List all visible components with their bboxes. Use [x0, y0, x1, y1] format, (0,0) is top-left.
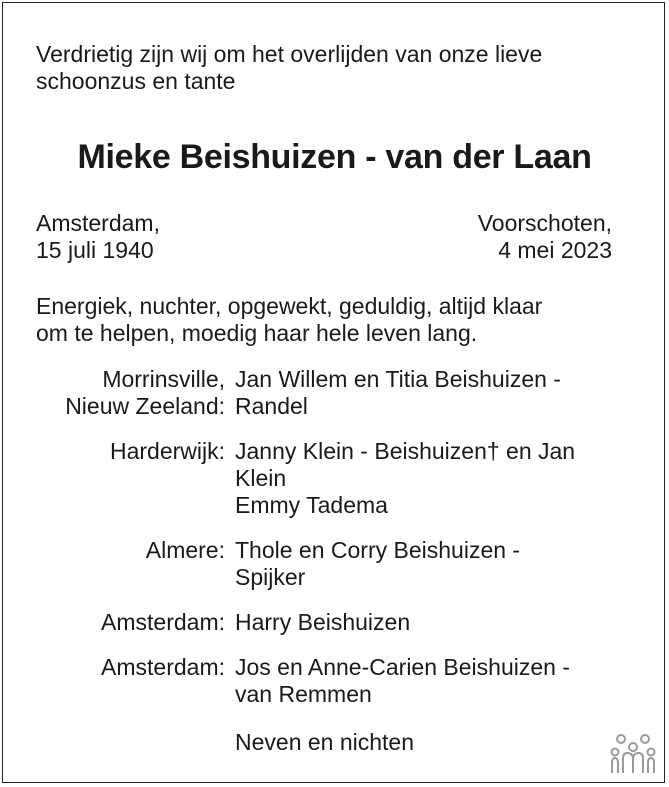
death-notice-card [2, 2, 665, 783]
family-place-line: Almere: [145, 537, 225, 563]
family-place [3, 609, 225, 636]
family-name-line: Jan Willem en Titia Beishuizen - [235, 366, 561, 392]
family-names [235, 609, 635, 636]
birth-place: Amsterdam, [36, 210, 160, 236]
family-list [3, 366, 666, 726]
family-name-line: van Remmen [235, 681, 372, 707]
family-name-line: Harry Beishuizen [235, 609, 411, 635]
birth-date: 15 juli 1940 [36, 237, 154, 263]
family-entry [3, 609, 666, 636]
family-entry [3, 654, 666, 708]
family-name-line: Thole en Corry Beishuizen - [235, 537, 521, 563]
family-entry [3, 537, 666, 591]
intro-text [36, 41, 636, 95]
family-place-line: Amsterdam: [101, 654, 225, 680]
family-names [235, 366, 635, 420]
family-names [235, 537, 635, 591]
death-info [478, 210, 612, 264]
family-place-line: Morrinsville, [102, 366, 225, 392]
family-names [235, 654, 635, 708]
closing-line: Neven en nichten [235, 729, 415, 755]
family-place [3, 366, 225, 420]
family-name-line: Spijker [235, 564, 306, 590]
family-name-line: Randel [235, 393, 308, 419]
family-place-line: Nieuw Zeeland: [65, 393, 225, 419]
family-name-line: Emmy Tadema [235, 492, 388, 518]
family-place [3, 537, 225, 591]
intro-line-1: Verdrietig zijn wij om het overlijden van onze lieve [36, 41, 543, 67]
family-place [3, 438, 225, 519]
tagline-line-2: om te helpen, moedig haar hele leven lang. [36, 320, 478, 346]
family-name-line: Klein [235, 465, 287, 491]
family-entry [3, 366, 666, 420]
family-name-line: Janny Klein - Beishuizen† en Jan [235, 438, 576, 464]
family-place-line: Amsterdam: [101, 609, 225, 635]
death-place: Voorschoten, [477, 210, 612, 236]
family-place-line: Harderwijk: [109, 438, 225, 464]
family-names [235, 438, 635, 519]
tagline [36, 293, 636, 347]
deceased-name: Mieke Beishuizen - van der Laan [77, 138, 592, 176]
family-place [3, 654, 225, 708]
intro-line-2: schoonzus en tante [36, 68, 236, 94]
family-name-line: Jos en Anne-Carien Beishuizen - [235, 654, 570, 680]
family-people-icon [609, 733, 657, 775]
birth-info [36, 210, 160, 264]
tagline-line-1: Energiek, nuchter, opgewekt, geduldig, altijd klaar [36, 293, 543, 319]
death-date: 4 mei 2023 [498, 237, 612, 263]
family-entry [3, 438, 666, 519]
